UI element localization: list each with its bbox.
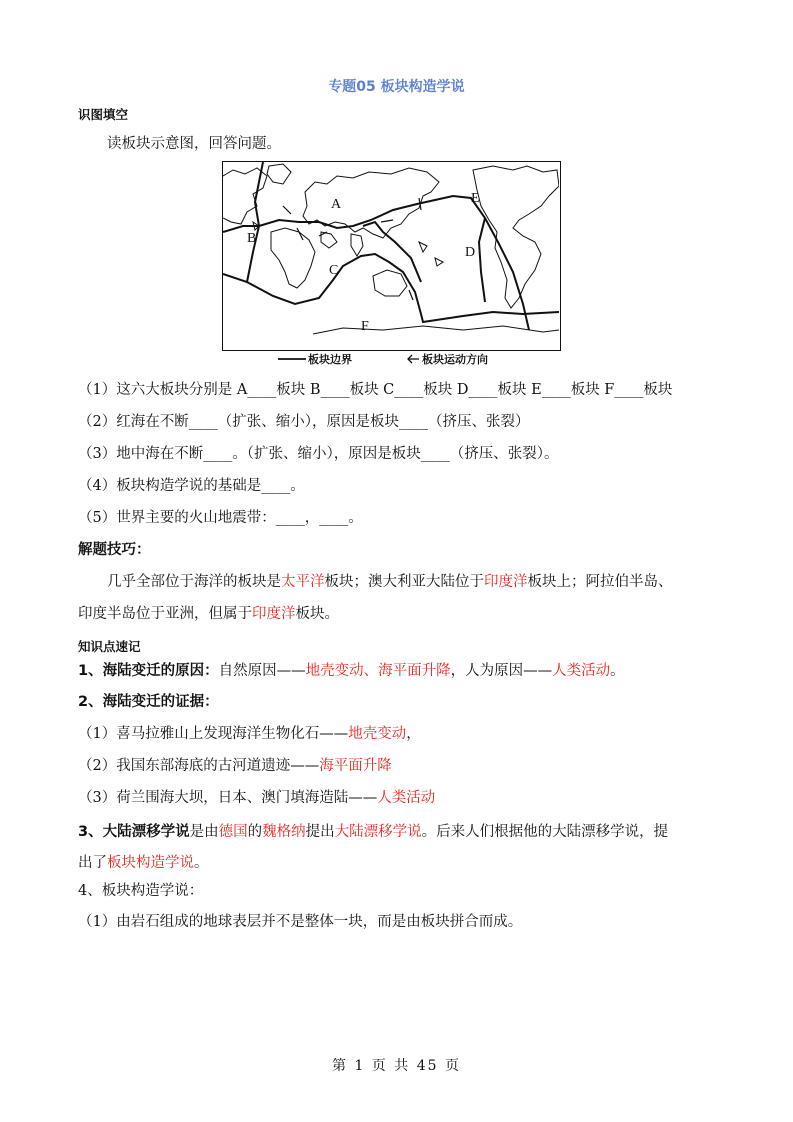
knowledge-point-1 [78, 661, 625, 681]
motion-arrow [283, 206, 291, 214]
map-legend [222, 351, 561, 367]
tips-line-1 [107, 572, 673, 592]
legend-direction-label: 板块运动方向 [422, 353, 488, 366]
highlight-germany: 德国 [218, 824, 248, 840]
knowledge-point-3-line-2 [78, 853, 209, 873]
highlight-human-activity: 人类活动 [377, 790, 436, 806]
greenland-outline [267, 164, 291, 184]
plate-label-f: F [361, 319, 369, 334]
evidence-2 [78, 756, 392, 776]
highlight-wegener: 魏格纳 [262, 824, 306, 840]
legend-direction [406, 351, 488, 367]
question-1: （1）这六大板块分别是 A____板块 B____板块 C____板块 D____板块 E____板块 F____板块 [78, 382, 673, 398]
plate-label-b: B [247, 231, 257, 246]
highlight-human-activity: 人类活动 [552, 663, 611, 679]
evidence-3 [78, 788, 435, 808]
highlight-continental-drift: 大陆漂移学说 [334, 824, 422, 840]
antarctica-outline [313, 326, 559, 334]
highlight-crust-movement: 地壳变动 [348, 726, 407, 742]
highlight-separator: 、 [363, 663, 379, 679]
point-text: ，人为原因—— [450, 663, 553, 679]
highlight-sea-level: 海平面升降 [319, 758, 392, 774]
legend-boundary-label: 板块边界 [308, 353, 352, 366]
tips-text: 板块；澳大利亚大陆位于 [324, 574, 484, 590]
plate-label-c: C [329, 263, 339, 278]
question-4: （4）板块构造学说的基础是____。 [78, 478, 305, 494]
tips-text: 几乎全部位于海洋的板块是 [107, 574, 281, 590]
australia-outline [373, 270, 407, 296]
intro-text: 读板块示意图，回答问题。 [107, 136, 281, 152]
plate-map-drawing [223, 162, 559, 349]
highlight-sea-level: 海平面升降 [378, 663, 451, 679]
continent-outlines [223, 164, 559, 334]
knowledge-point-3-line-1 [78, 822, 668, 842]
legend-boundary [278, 351, 352, 367]
plate-label-e: E [471, 191, 480, 206]
point-text: 自然原因—— [218, 663, 306, 679]
plate-labels [247, 191, 480, 334]
page-footer: 第 1 页 共 45 页 [332, 1058, 461, 1074]
evidence-text: （3）荷兰围海大坝，日本、澳门填海造陆—— [78, 790, 378, 806]
evidence-1 [78, 724, 421, 744]
question-5: （5）世界主要的火山地震带：____，____。 [78, 510, 363, 526]
evidence-text: （2）我国东部海底的古河道遗迹—— [78, 758, 320, 774]
plate-boundary-northern [223, 196, 529, 330]
highlight-crust-movement: 地壳变动 [305, 663, 364, 679]
highlight-pacific: 太平洋 [281, 574, 325, 590]
knowledge-heading: 知识点速记 [78, 639, 141, 654]
africa-outline [271, 228, 315, 288]
knowledge-point-4-1: （1）由岩石组成的地球表层并不是整体一块，而是由板块拼合而成。 [78, 914, 523, 930]
question-2: （2）红海在不断____（扩张、缩小），原因是板块____（挤压、张裂） [78, 414, 530, 430]
tips-heading: 解题技巧： [78, 542, 151, 558]
highlight-indian: 印度洋 [252, 606, 296, 622]
question-3: （3）地中海在不断____。（扩张、缩小），原因是板块____（挤压、张裂）。 [78, 446, 559, 462]
plate-boundary-mid-atlantic [247, 162, 263, 282]
point-text: 提出 [305, 824, 335, 840]
point-text: 。后来人们根据他的大陆漂移学说，提 [421, 824, 669, 840]
plate-label-a: A [331, 197, 342, 212]
tips-line-2 [78, 604, 339, 624]
motion-arrow [381, 220, 393, 222]
point-text: 出了 [78, 855, 107, 871]
tips-text: 板块。 [295, 606, 339, 622]
evidence-text: （1）喜马拉雅山上发现海洋生物化石—— [78, 726, 349, 742]
knowledge-point-4: 4、板块构造学说： [78, 883, 204, 899]
section-heading-fill-in: 识图填空 [78, 107, 129, 122]
americas-outline [473, 166, 559, 308]
india-outline [351, 234, 363, 256]
point-text: 是由 [189, 824, 219, 840]
direction-arrow-icon [406, 354, 422, 364]
highlight-plate-tectonics: 板块构造学说 [107, 855, 194, 871]
motion-arrow [409, 290, 413, 300]
tips-text: 印度半岛位于亚洲，但属于 [78, 606, 252, 622]
point-text: 。 [610, 663, 625, 679]
point-title: 3、大陆漂移学说 [78, 824, 190, 840]
boundary-line-icon [278, 354, 308, 364]
point-text: 的 [247, 824, 263, 840]
tips-text: 板块上；阿拉伯半岛、 [527, 574, 673, 590]
evidence-text: ， [406, 726, 421, 742]
plate-boundary-east-pacific [479, 218, 485, 302]
highlight-indian: 印度洋 [484, 574, 528, 590]
plate-label-d: D [465, 245, 476, 260]
plate-map [222, 161, 561, 351]
plate-boundary-pacific-west [363, 222, 421, 282]
knowledge-point-2: 2、海陆变迁的证据： [78, 694, 219, 710]
point-title: 1、海陆变迁的原因： [78, 663, 219, 679]
point-text: 。 [194, 855, 209, 871]
page-title: 专题05 板块构造学说 [328, 79, 465, 95]
